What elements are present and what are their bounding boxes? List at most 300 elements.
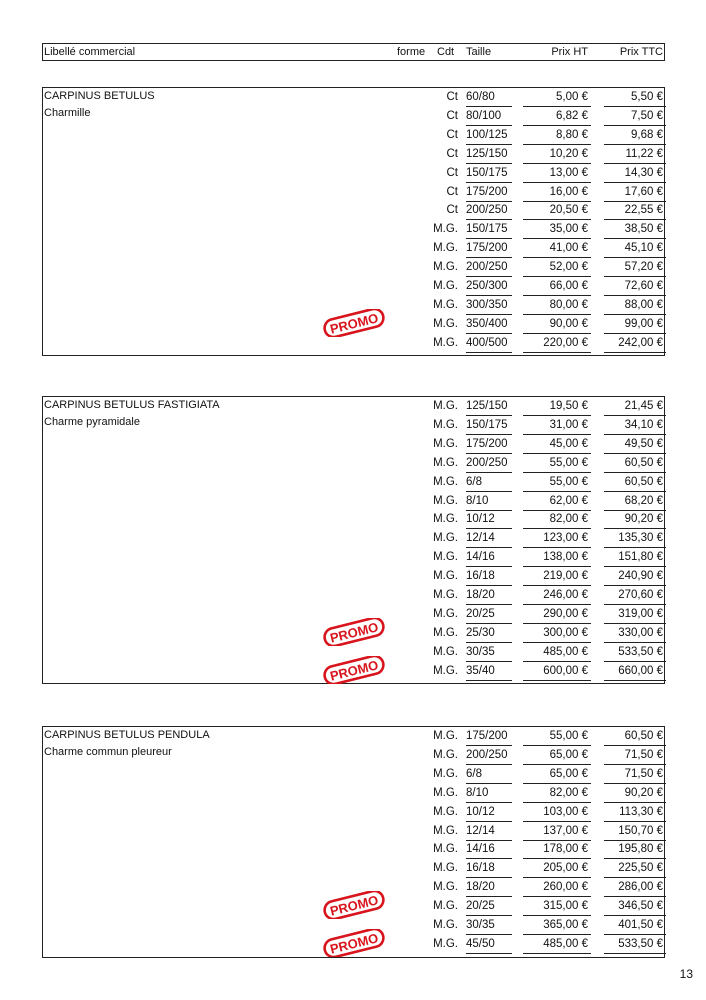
table-row <box>43 436 664 454</box>
table-row <box>43 766 664 784</box>
cell-forme: M.G. <box>433 242 458 255</box>
table-row <box>43 184 664 202</box>
cell-forme: M.G. <box>433 418 458 431</box>
cell-forme: Ct <box>446 185 458 198</box>
promo-stamp <box>320 618 388 646</box>
cell-prix-ttc: 151,80 € <box>618 551 663 564</box>
rule-ttc <box>604 821 666 822</box>
rule-ht <box>523 472 591 473</box>
cell-forme: M.G. <box>433 843 458 856</box>
table-row <box>43 549 664 567</box>
cell-prix-ht: 80,00 € <box>549 298 588 311</box>
cell-forme: M.G. <box>433 786 458 799</box>
cell-prix-ht: 600,00 € <box>543 664 588 677</box>
cell-forme: M.G. <box>433 400 458 412</box>
cell-prix-ttc: 49,50 € <box>624 437 663 450</box>
cell-prix-ttc: 71,50 € <box>624 767 663 780</box>
promo-stamp <box>320 309 388 337</box>
rule-ttc <box>604 257 666 258</box>
promo-text: PROMO <box>328 656 380 684</box>
header-taille: Taille <box>466 46 492 58</box>
cell-prix-ht: 62,00 € <box>549 494 588 507</box>
rule-ttc <box>604 604 666 605</box>
cell-prix-ht: 31,00 € <box>549 418 588 431</box>
cell-prix-ht: 138,00 € <box>543 551 588 564</box>
table-row <box>43 530 664 548</box>
cell-taille: 175/200 <box>466 184 512 202</box>
rule-ht <box>523 953 591 954</box>
rule-ht <box>523 238 591 239</box>
cell-prix-ht: 365,00 € <box>543 919 588 931</box>
rule-ttc <box>604 661 666 662</box>
rule-ttc <box>604 642 666 643</box>
rule-ht <box>523 840 591 841</box>
promo-stamp <box>320 891 388 919</box>
rule-ttc <box>604 858 666 859</box>
table-row <box>43 728 664 746</box>
cell-forme: Ct <box>446 91 458 103</box>
rule-ht <box>523 106 591 107</box>
cell-prix-ht: 20,50 € <box>549 204 588 217</box>
promo-text: PROMO <box>328 619 380 646</box>
cell-prix-ht: 45,00 € <box>549 437 588 450</box>
cell-taille: 150/175 <box>466 221 512 239</box>
cell-prix-ht: 123,00 € <box>543 532 588 545</box>
table-row <box>43 259 664 277</box>
cell-taille: 16/18 <box>466 860 512 878</box>
rule-ht <box>523 276 591 277</box>
cell-prix-ttc: 346,50 € <box>618 900 663 913</box>
rule-ht <box>523 453 591 454</box>
cell-taille: 150/175 <box>466 417 512 435</box>
cell-prix-ttc: 7,50 € <box>631 109 663 122</box>
rule-ht <box>523 585 591 586</box>
cell-prix-ttc: 225,50 € <box>618 862 663 875</box>
cell-prix-ttc: 195,80 € <box>618 843 663 856</box>
cell-forme: M.G. <box>433 626 458 639</box>
cell-prix-ttc: 45,10 € <box>624 242 663 255</box>
header-forme: forme <box>397 46 426 58</box>
rule-ht <box>523 257 591 258</box>
cell-prix-ttc: 240,90 € <box>618 570 663 583</box>
rule-ttc <box>604 680 666 681</box>
cell-taille: 125/150 <box>466 146 512 164</box>
cell-prix-ht: 35,00 € <box>549 223 588 236</box>
cell-prix-ht: 205,00 € <box>543 862 588 875</box>
cell-prix-ht: 290,00 € <box>543 607 588 620</box>
rule-ht <box>523 163 591 164</box>
cell-taille: 80/100 <box>466 108 512 126</box>
cell-forme: M.G. <box>433 607 458 620</box>
rule-ttc <box>604 491 666 492</box>
cell-prix-ttc: 90,20 € <box>624 786 663 799</box>
cell-taille: 6/8 <box>466 474 512 492</box>
cell-forme: M.G. <box>433 645 458 658</box>
cell-forme: M.G. <box>433 475 458 488</box>
cell-prix-ttc: 242,00 € <box>618 336 663 349</box>
rule-ttc <box>604 745 666 746</box>
cell-prix-ht: 103,00 € <box>543 805 588 818</box>
cell-prix-ttc: 68,20 € <box>624 494 663 507</box>
table-row <box>43 146 664 164</box>
header-cdt: Cdt <box>437 46 455 58</box>
promo-text: PROMO <box>328 310 380 337</box>
table-row <box>43 417 664 435</box>
cell-prix-ttc: 57,20 € <box>624 261 663 274</box>
cell-prix-ht: 6,82 € <box>556 109 588 122</box>
rule-ht <box>523 915 591 916</box>
cell-prix-ttc: 150,70 € <box>618 824 663 837</box>
cell-prix-ht: 8,80 € <box>556 128 588 141</box>
table-row <box>43 165 664 183</box>
rule-ttc <box>604 434 666 435</box>
cell-forme: M.G. <box>433 513 458 526</box>
rule-ht <box>523 764 591 765</box>
cell-prix-ht: 260,00 € <box>543 881 588 894</box>
header-libelle: Libellé commercial <box>44 46 136 58</box>
cell-taille: 12/14 <box>466 823 512 841</box>
header-prix-ht: Prix HT <box>551 46 588 58</box>
rule-ttc <box>604 877 666 878</box>
rule-ht <box>523 802 591 803</box>
cell-forme: M.G. <box>433 261 458 274</box>
cell-taille: 14/16 <box>466 841 512 859</box>
rule-ttc <box>604 144 666 145</box>
cell-forme: M.G. <box>433 494 458 507</box>
cell-prix-ht: 137,00 € <box>543 824 588 837</box>
cell-prix-ht: 219,00 € <box>543 570 588 583</box>
rule-ht <box>523 333 591 334</box>
cell-prix-ht: 10,20 € <box>549 147 588 160</box>
rule-ttc <box>604 623 666 624</box>
rule-ttc <box>604 182 666 183</box>
cell-taille: 350/400 <box>466 316 512 334</box>
rule-ttc <box>604 566 666 567</box>
rule-ttc <box>604 125 666 126</box>
cell-prix-ht: 19,50 € <box>549 400 588 412</box>
table-row <box>43 240 664 258</box>
rule-ht <box>523 934 591 935</box>
cell-taille: 200/250 <box>466 259 512 277</box>
table-row <box>43 89 664 107</box>
cell-prix-ttc: 401,50 € <box>618 919 663 931</box>
product-block <box>42 396 665 684</box>
rule-ht <box>523 295 591 296</box>
cell-forme: M.G. <box>433 664 458 677</box>
rule-ttc <box>604 415 666 416</box>
rule-ht <box>523 547 591 548</box>
rule-ttc <box>604 314 666 315</box>
cell-prix-ttc: 135,30 € <box>618 532 663 545</box>
cell-prix-ttc: 270,60 € <box>618 589 663 601</box>
cell-forme: M.G. <box>433 748 458 761</box>
table-row <box>43 568 664 586</box>
cell-taille: 250/300 <box>466 278 512 296</box>
rule-ht <box>523 661 591 662</box>
cell-taille: 25/30 <box>466 625 512 643</box>
rule-ht <box>523 604 591 605</box>
cell-taille: 8/10 <box>466 785 512 803</box>
cell-prix-ht: 220,00 € <box>543 336 588 349</box>
cell-forme: M.G. <box>433 223 458 236</box>
cell-prix-ttc: 286,00 € <box>618 881 663 894</box>
cell-prix-ht: 246,00 € <box>543 589 588 601</box>
rule-ht <box>523 821 591 822</box>
cell-prix-ht: 82,00 € <box>549 786 588 799</box>
cell-forme: Ct <box>446 166 458 179</box>
rule-ht <box>523 566 591 567</box>
cell-prix-ttc: 99,00 € <box>624 317 663 330</box>
cell-forme: M.G. <box>433 551 458 564</box>
rule-ttc <box>604 352 666 353</box>
product-common-name: Charmille <box>44 107 91 119</box>
cell-taille: 30/35 <box>466 917 512 935</box>
cell-taille: 100/125 <box>466 127 512 145</box>
rule-ttc <box>604 106 666 107</box>
rule-ttc <box>604 585 666 586</box>
cell-taille: 150/175 <box>466 165 512 183</box>
cell-prix-ttc: 21,45 € <box>624 400 663 412</box>
rule-ttc <box>604 896 666 897</box>
cell-prix-ht: 16,00 € <box>549 185 588 198</box>
cell-forme: M.G. <box>433 862 458 875</box>
product-name: CARPINUS BETULUS FASTIGIATA <box>44 399 220 411</box>
table-row <box>43 278 664 296</box>
rule-ht <box>523 144 591 145</box>
cell-taille: 45/50 <box>466 936 512 954</box>
promo-stamp <box>320 929 388 957</box>
page-number: 13 <box>679 967 693 981</box>
product-name: CARPINUS BETULUS PENDULA <box>44 729 210 741</box>
rule-ttc <box>604 333 666 334</box>
promo-text: PROMO <box>328 892 380 919</box>
table-row <box>43 841 664 859</box>
cell-prix-ttc: 14,30 € <box>624 166 663 179</box>
cell-taille: 200/250 <box>466 202 512 220</box>
rule-ht <box>523 528 591 529</box>
cell-forme: M.G. <box>433 437 458 450</box>
table-row <box>43 398 664 416</box>
table-row <box>43 823 664 841</box>
table-row <box>43 785 664 803</box>
rule-ttc <box>604 510 666 511</box>
cell-forme: M.G. <box>433 767 458 780</box>
cell-prix-ht: 41,00 € <box>549 242 588 255</box>
rule-ttc <box>604 934 666 935</box>
cell-prix-ht: 55,00 € <box>549 730 588 742</box>
cell-forme: M.G. <box>433 919 458 931</box>
cell-prix-ttc: 38,50 € <box>624 223 663 236</box>
cell-prix-ttc: 330,00 € <box>618 626 663 639</box>
rule-ttc <box>604 915 666 916</box>
cell-prix-ht: 300,00 € <box>543 626 588 639</box>
rule-ht <box>523 745 591 746</box>
cell-forme: Ct <box>446 128 458 141</box>
promo-stamp <box>320 656 388 684</box>
cell-forme: M.G. <box>433 570 458 583</box>
table-row <box>43 127 664 145</box>
cell-forme: M.G. <box>433 937 458 950</box>
cell-prix-ht: 55,00 € <box>549 475 588 488</box>
rule-ht <box>523 680 591 681</box>
cell-taille: 175/200 <box>466 728 512 746</box>
rule-ttc <box>604 276 666 277</box>
product-common-name: Charme commun pleureur <box>44 746 172 758</box>
cell-forme: Ct <box>446 109 458 122</box>
cell-prix-ttc: 71,50 € <box>624 748 663 761</box>
cell-taille: 400/500 <box>466 335 512 353</box>
table-row <box>43 747 664 765</box>
rule-ht <box>523 352 591 353</box>
cell-taille: 125/150 <box>466 398 512 416</box>
cell-prix-ttc: 88,00 € <box>624 298 663 311</box>
rule-ht <box>523 858 591 859</box>
rule-ht <box>523 491 591 492</box>
cell-prix-ht: 82,00 € <box>549 513 588 526</box>
cell-forme: M.G. <box>433 881 458 894</box>
table-row <box>43 474 664 492</box>
product-name: CARPINUS BETULUS <box>44 90 155 102</box>
table-row <box>43 511 664 529</box>
cell-prix-ttc: 5,50 € <box>631 91 663 103</box>
product-common-name: Charme pyramidale <box>44 416 140 428</box>
cell-taille: 18/20 <box>466 879 512 897</box>
cell-taille: 14/16 <box>466 549 512 567</box>
rule-ht <box>523 896 591 897</box>
rule-ht <box>523 314 591 315</box>
rule-ht <box>523 642 591 643</box>
cell-taille: 8/10 <box>466 493 512 511</box>
rule-ht <box>523 415 591 416</box>
cell-prix-ht: 65,00 € <box>549 767 588 780</box>
cell-forme: M.G. <box>433 317 458 330</box>
cell-prix-ttc: 60,50 € <box>624 475 663 488</box>
rule-ht <box>523 201 591 202</box>
cell-prix-ttc: 60,50 € <box>624 456 663 469</box>
cell-taille: 200/250 <box>466 747 512 765</box>
cell-prix-ttc: 533,50 € <box>618 645 663 658</box>
cell-prix-ttc: 113,30 € <box>619 805 663 818</box>
cell-prix-ttc: 90,20 € <box>624 513 663 526</box>
rule-ht <box>523 783 591 784</box>
cell-prix-ht: 55,00 € <box>549 456 588 469</box>
cell-prix-ttc: 72,60 € <box>624 280 663 292</box>
cell-taille: 10/12 <box>466 511 512 529</box>
cell-prix-ht: 178,00 € <box>543 843 588 856</box>
cell-forme: M.G. <box>433 730 458 742</box>
cell-prix-ttc: 34,10 € <box>624 418 663 431</box>
product-block <box>42 87 665 356</box>
cell-forme: M.G. <box>433 456 458 469</box>
rule-ttc <box>604 528 666 529</box>
cell-forme: M.G. <box>433 532 458 545</box>
rule-ttc <box>604 201 666 202</box>
cell-prix-ht: 485,00 € <box>543 645 588 658</box>
cell-taille: 6/8 <box>466 766 512 784</box>
cell-prix-ht: 315,00 € <box>543 900 588 913</box>
rule-ttc <box>604 238 666 239</box>
cell-forme: M.G. <box>433 298 458 311</box>
table-header <box>42 43 665 61</box>
table-row <box>43 587 664 605</box>
rule-ht <box>523 623 591 624</box>
cell-prix-ttc: 9,68 € <box>631 128 663 141</box>
cell-taille: 175/200 <box>466 436 512 454</box>
cell-forme: M.G. <box>433 589 458 601</box>
cell-prix-ht: 66,00 € <box>549 280 588 292</box>
cell-prix-ht: 485,00 € <box>543 937 588 950</box>
rule-ht <box>523 434 591 435</box>
table-row <box>43 804 664 822</box>
cell-prix-ht: 65,00 € <box>549 748 588 761</box>
promo-text: PROMO <box>328 930 380 957</box>
cell-taille: 12/14 <box>466 530 512 548</box>
product-block <box>42 726 665 958</box>
cell-taille: 35/40 <box>466 663 512 681</box>
table-row <box>43 493 664 511</box>
cell-prix-ht: 13,00 € <box>549 166 588 179</box>
cell-forme: M.G. <box>433 336 458 349</box>
cell-taille: 18/20 <box>466 587 512 605</box>
rule-ttc <box>604 802 666 803</box>
rule-ttc <box>604 783 666 784</box>
table-row <box>43 221 664 239</box>
cell-forme: M.G. <box>433 900 458 913</box>
cell-forme: M.G. <box>433 824 458 837</box>
cell-forme: Ct <box>446 204 458 217</box>
cell-prix-ttc: 533,50 € <box>618 937 663 950</box>
table-row <box>43 335 664 353</box>
cell-prix-ttc: 60,50 € <box>624 730 663 742</box>
cell-prix-ttc: 22,55 € <box>624 204 663 217</box>
rule-ht <box>523 182 591 183</box>
cell-taille: 20/25 <box>466 898 512 916</box>
cell-taille: 300/350 <box>466 297 512 315</box>
cell-forme: M.G. <box>433 805 458 818</box>
rule-ttc <box>604 295 666 296</box>
cell-prix-ttc: 11,22 € <box>625 147 663 160</box>
cell-prix-ht: 52,00 € <box>549 261 588 274</box>
cell-prix-ht: 90,00 € <box>549 317 588 330</box>
rule-ht <box>523 877 591 878</box>
cell-prix-ht: 5,00 € <box>556 91 588 103</box>
rule-ttc <box>604 840 666 841</box>
cell-taille: 10/12 <box>466 804 512 822</box>
rule-ht <box>523 125 591 126</box>
cell-taille: 200/250 <box>466 455 512 473</box>
cell-taille: 175/200 <box>466 240 512 258</box>
cell-taille: 60/80 <box>466 89 512 107</box>
cell-forme: Ct <box>446 147 458 160</box>
rule-ttc <box>604 219 666 220</box>
cell-taille: 20/25 <box>466 606 512 624</box>
table-row <box>43 860 664 878</box>
cell-prix-ttc: 319,00 € <box>618 607 663 620</box>
cell-prix-ttc: 660,00 € <box>618 664 663 677</box>
cell-taille: 16/18 <box>466 568 512 586</box>
rule-ttc <box>604 453 666 454</box>
rule-ttc <box>604 953 666 954</box>
rule-ttc <box>604 764 666 765</box>
table-row <box>43 455 664 473</box>
rule-ht <box>523 219 591 220</box>
rule-ht <box>523 510 591 511</box>
cell-forme: M.G. <box>433 280 458 292</box>
rule-ttc <box>604 163 666 164</box>
cell-taille: 30/35 <box>466 644 512 662</box>
table-row <box>43 202 664 220</box>
cell-prix-ttc: 17,60 € <box>624 185 663 198</box>
